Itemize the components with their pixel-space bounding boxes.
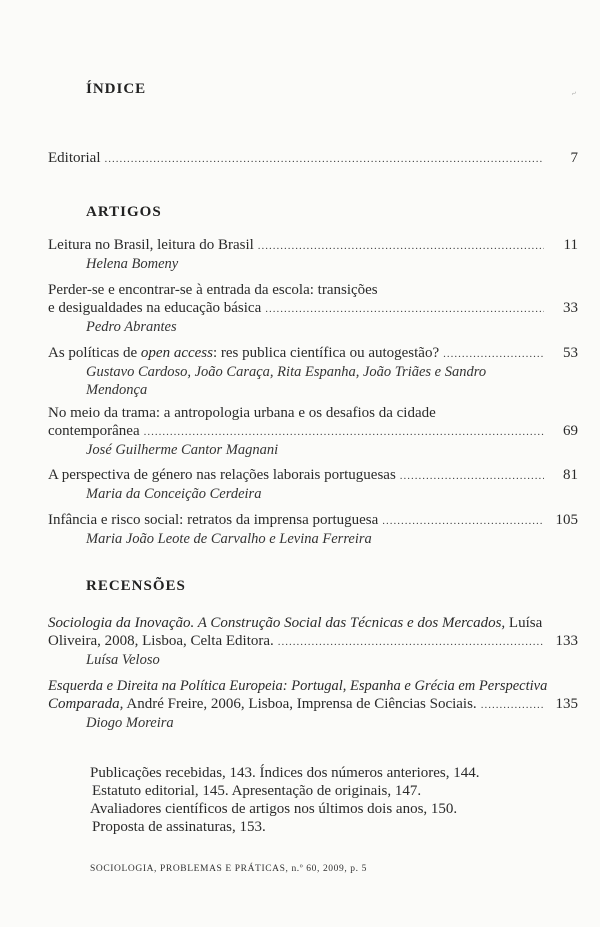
leader-dots: [278, 633, 544, 651]
review-title: Esquerda e Direita na Política Europeia: Portugal, Espanha e Grécia em Perspectiva: [48, 678, 548, 694]
article-page: 69: [563, 423, 578, 439]
editorial-entry: [48, 149, 578, 168]
article-title: Leitura no Brasil, leitura do Brasil: [48, 237, 254, 253]
review-entry: [48, 677, 578, 732]
article-page: 105: [555, 512, 578, 528]
article-entry: [48, 344, 578, 399]
article-title-italic: open access: [140, 345, 213, 361]
article-entry: [48, 466, 578, 503]
article-author: Helena Bomeny: [86, 256, 179, 272]
review-author-text: Luísa: [505, 615, 543, 631]
article-title: Infância e risco social: retratos da imprensa portuguesa: [48, 512, 379, 528]
article-page: 11: [563, 237, 578, 253]
article-author: Gustavo Cardoso, João Caraça, Rita Espanha, João Triães e Sandro: [86, 364, 487, 380]
misc-line: Publicações recebidas, 143. Índices dos números anteriores, 144.: [90, 765, 480, 781]
leader-dots: [105, 150, 545, 168]
editorial-title: Editorial: [48, 150, 101, 166]
page-footer: SOCIOLOGIA, PROBLEMAS E PRÁTICAS, n.º 60, 2009, p. 5: [90, 864, 367, 874]
article-title: A perspectiva de género nas relações laborais portuguesas: [48, 467, 396, 483]
article-author: Pedro Abrantes: [86, 319, 177, 335]
article-page: 81: [563, 467, 578, 483]
misc-line: Avaliadores científicos de artigos nos últimos dois anos, 150.: [90, 801, 458, 817]
article-title: As políticas de open access: res publica científica ou autogestão?: [48, 345, 440, 361]
review-reviewer: Diogo Moreira: [86, 715, 174, 731]
article-title: Perder-se e encontrar-se à entrada da escola: transições: [48, 282, 378, 298]
article-title-cont: e desigualdades na educação básica: [48, 300, 262, 316]
editorial-page: 7: [570, 150, 578, 166]
article-title: No meio da trama: a antropologia urbana e os desafios da cidade: [48, 405, 436, 421]
leader-dots: [265, 300, 544, 318]
article-author-cont: Mendonça: [86, 382, 148, 398]
article-author: Maria da Conceição Cerdeira: [86, 486, 262, 502]
article-entry: [48, 236, 578, 273]
leader-dots: [400, 467, 544, 485]
article-entry: [48, 404, 578, 459]
recensoes-heading: RECENSÕES: [86, 578, 186, 594]
index-heading: ÍNDICE: [86, 81, 147, 97]
article-title-cont: contemporânea: [48, 423, 140, 439]
review-details: Oliveira, 2008, Lisboa, Celta Editora.: [48, 633, 274, 649]
misc-line: Proposta de assinaturas, 153.: [92, 819, 266, 835]
misc-line: Estatuto editorial, 145. Apresentação de originais, 147.: [92, 783, 422, 799]
review-details: Comparada, André Freire, 2006, Lisboa, Imprensa de Ciências Sociais.: [48, 696, 477, 712]
leader-dots: [443, 345, 544, 363]
review-title: Sociologia da Inovação. A Construção Social das Técnicas e dos Mercados,: [48, 615, 506, 631]
misc-list: [90, 764, 479, 836]
article-page: 33: [563, 300, 578, 316]
leader-dots: [481, 696, 544, 714]
artigos-heading: ARTIGOS: [86, 204, 162, 220]
article-entry: [48, 281, 578, 336]
article-entry: [48, 511, 578, 548]
leader-dots: [144, 423, 544, 441]
review-page: 133: [555, 633, 578, 649]
review-page: 135: [555, 696, 578, 712]
review-reviewer: Luísa Veloso: [86, 652, 160, 668]
scan-smudge: ~: [569, 87, 579, 99]
leader-dots: [258, 237, 544, 255]
article-author: José Guilherme Cantor Magnani: [86, 442, 279, 458]
article-page: 53: [563, 345, 578, 361]
article-author: Maria João Leote de Carvalho e Levina Ferreira: [86, 531, 372, 547]
leader-dots: [382, 512, 544, 530]
review-entry: [48, 614, 578, 669]
